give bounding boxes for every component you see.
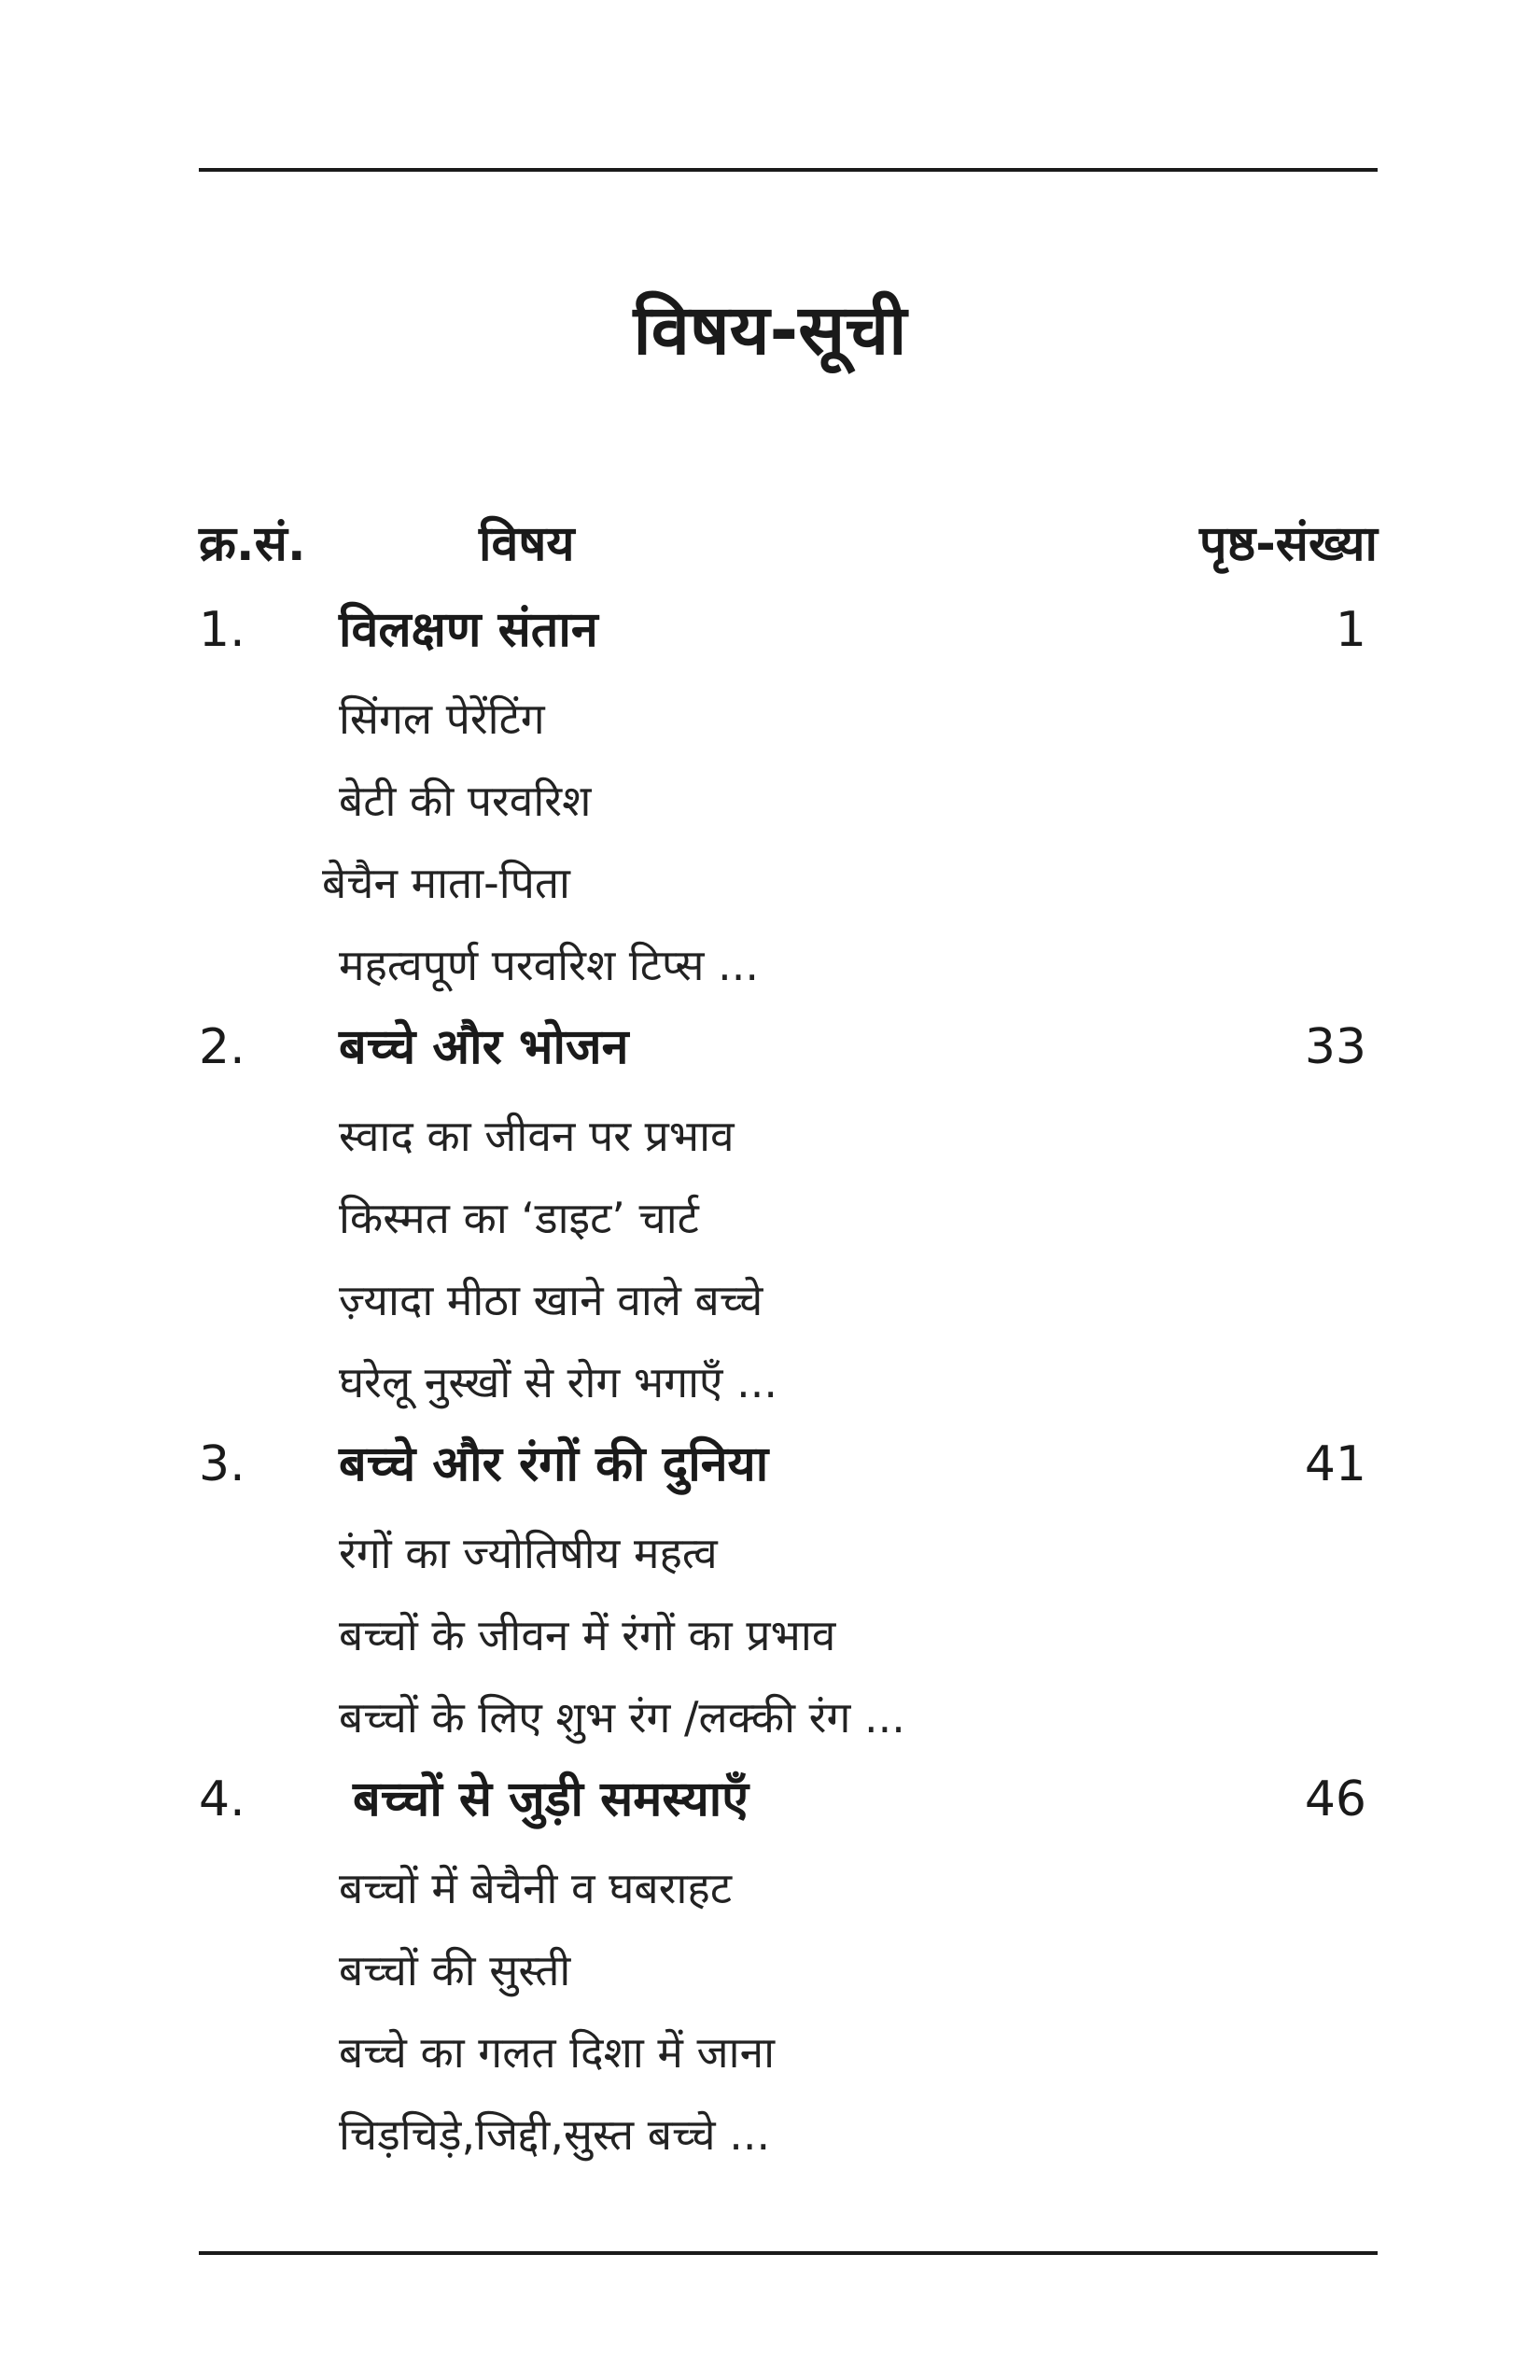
subtopic: बच्चों की सुस्ती bbox=[339, 1945, 571, 1995]
bottom-rule bbox=[199, 2251, 1378, 2255]
subtopic: किस्मत का ‘डाइट’ चार्ट bbox=[339, 1193, 699, 1243]
chapter-page: 1 bbox=[1335, 602, 1366, 658]
chapter-number: 1. bbox=[199, 602, 245, 658]
subtopic: घरेलू नुस्खों से रोग भगाएँ ... bbox=[339, 1357, 777, 1407]
subtopic: ज़्यादा मीठा खाने वाले बच्चे bbox=[339, 1275, 763, 1325]
chapter-row[interactable] bbox=[199, 593, 1378, 681]
chapter-row[interactable] bbox=[199, 1010, 1378, 1099]
chapter-number: 2. bbox=[199, 1019, 245, 1075]
chapter-page: 41 bbox=[1304, 1436, 1366, 1492]
subtopic: बेटी की परवरिश bbox=[339, 776, 592, 826]
subtopic: बच्चों के लिए शुभ रंग /लक्की रंग ... bbox=[339, 1692, 905, 1743]
subtopic: रंगों का ज्योतिषीय महत्व bbox=[339, 1528, 718, 1578]
chapter-page: 33 bbox=[1304, 1019, 1366, 1075]
subtopic: बच्चों के जीवन में रंगों का प्रभाव bbox=[339, 1610, 836, 1660]
subtopic: चिड़चिड़े,जिद्दी,सुस्त बच्चे ... bbox=[339, 2109, 771, 2160]
page-title: विषय-सूची bbox=[633, 290, 907, 371]
subtopic: सिंगल पेरेंटिंग bbox=[339, 693, 545, 744]
chapter-3 bbox=[199, 1427, 1378, 1762]
chapter-page: 46 bbox=[1304, 1771, 1366, 1827]
chapter-title: बच्चे और रंगों की दुनिया bbox=[339, 1436, 769, 1492]
chapter-row[interactable] bbox=[199, 1762, 1378, 1851]
chapter-title: बच्चे और भोजन bbox=[339, 1019, 629, 1075]
subtopic: बच्चों में बेचैनी व घबराहट bbox=[339, 1863, 733, 1913]
chapter-title: विलक्षण संतान bbox=[339, 602, 598, 658]
subtopic: महत्वपूर्ण परवरिश टिप्स ... bbox=[339, 940, 759, 990]
table-of-contents bbox=[199, 593, 1378, 2179]
top-rule bbox=[199, 168, 1378, 172]
chapter-1 bbox=[199, 593, 1378, 1010]
chapter-row[interactable] bbox=[199, 1427, 1378, 1516]
chapter-4 bbox=[199, 1762, 1378, 2179]
subtopic: स्वाद का जीवन पर प्रभाव bbox=[339, 1111, 735, 1161]
subtopic: बेचैन माता-पिता bbox=[322, 858, 570, 908]
toc-header bbox=[199, 509, 1378, 583]
chapter-number: 4. bbox=[199, 1771, 245, 1827]
header-serial: क्र.सं. bbox=[199, 516, 306, 572]
header-subject: विषय bbox=[479, 516, 575, 572]
chapter-title: बच्चों से जुड़ी समस्याएँ bbox=[353, 1771, 749, 1827]
subtopic: बच्चे का गलत दिशा में जाना bbox=[339, 2027, 776, 2078]
header-page-number: पृष्ठ-संख्या bbox=[1199, 516, 1378, 572]
chapter-2 bbox=[199, 1010, 1378, 1427]
chapter-number: 3. bbox=[199, 1436, 245, 1492]
